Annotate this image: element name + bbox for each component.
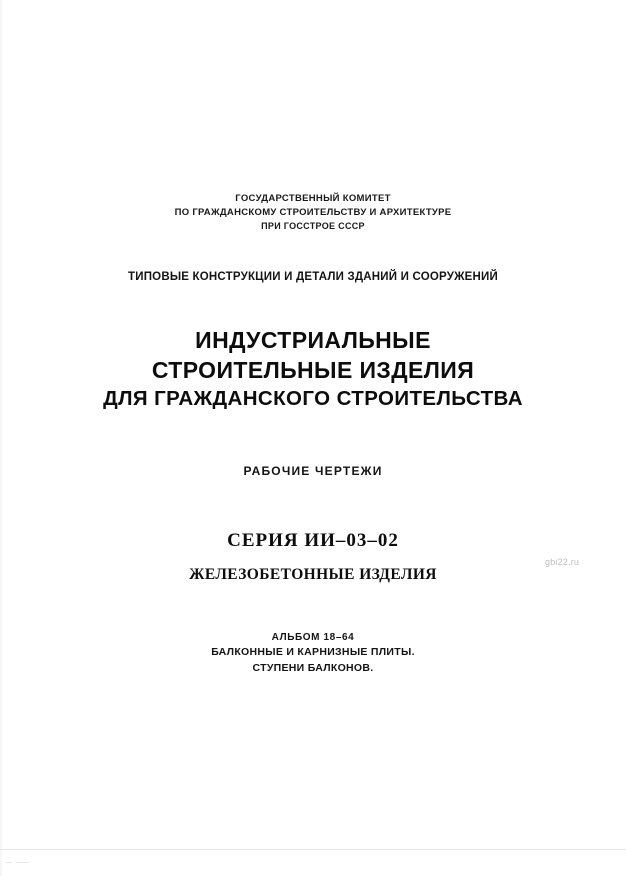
- series-block: [0, 530, 626, 584]
- scan-artifact-text: — ——: [6, 860, 30, 866]
- committee-line-3: ПРИ ГОССТРОЕ СССР: [261, 220, 365, 231]
- album-contents-line-2: СТУПЕНИ БАЛКОНОВ.: [252, 662, 374, 675]
- document-subtitle: ТИПОВЫЕ КОНСТРУКЦИИ И ДЕТАЛИ ЗДАНИЙ И СООРУЖЕНИЙ: [128, 270, 498, 283]
- album-contents-line-1: БАЛКОННЫЕ И КАРНИЗНЫЕ ПЛИТЫ.: [211, 646, 415, 659]
- series-number: СЕРИЯ ИИ–03–02: [227, 530, 399, 552]
- scan-edge-bottom: [0, 849, 626, 850]
- main-title-line-1: ИНДУСТРИАЛЬНЫЕ: [195, 326, 431, 353]
- main-title-line-2: СТРОИТЕЛЬНЫЕ ИЗДЕЛИЯ: [151, 356, 475, 383]
- album-block: [0, 630, 626, 677]
- series-subject: ЖЕЛЕЗОБЕТОННЫЕ ИЗДЕЛИЯ: [189, 566, 437, 584]
- committee-block: [0, 192, 626, 233]
- committee-line-2: ПО ГРАЖДАНСКОМУ СТРОИТЕЛЬСТВУ И АРХИТЕКТУРЕ: [174, 206, 452, 218]
- main-title-block: [0, 325, 626, 413]
- watermark: gbi22.ru: [545, 557, 580, 567]
- working-drawings-label: РАБОЧИЕ ЧЕРТЕЖИ: [243, 464, 383, 479]
- album-number: АЛЬБОМ 18–64: [271, 632, 355, 644]
- committee-line-1: ГОСУДАРСТВЕННЫЙ КОМИТЕТ: [235, 193, 391, 204]
- main-title-line-3: ДЛЯ ГРАЖДАНСКОГО СТРОИТЕЛЬСТВА: [103, 387, 523, 411]
